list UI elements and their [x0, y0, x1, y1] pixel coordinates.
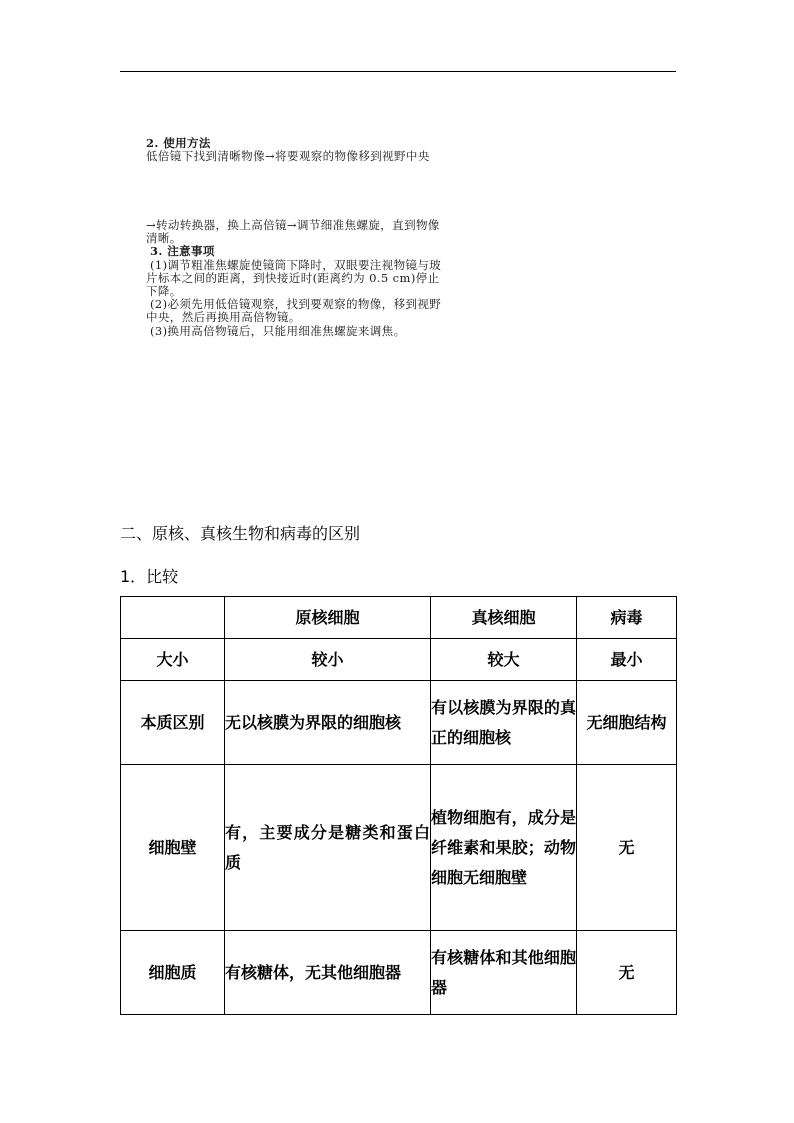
row-label-cell: 大小: [121, 639, 225, 681]
note-line: (1)调节粗准焦螺旋使镜筒下降时，双眼要注视物镜与玻: [150, 257, 442, 272]
note-line: 下降。: [146, 284, 182, 299]
table-cell: 植物细胞有，成分是纤维素和果胶；动物细胞无细胞壁: [431, 765, 577, 931]
row-label-cell: 细胞壁: [121, 765, 225, 931]
table-cell: 无: [577, 931, 677, 1015]
table-row: [121, 765, 677, 931]
table-cell: 有核糖体和其他细胞器: [431, 931, 577, 1015]
table-cell: 最小: [577, 639, 677, 681]
usage-title: 2. 使用方法: [146, 136, 211, 150]
comparison-table: [120, 596, 677, 1015]
table-cell: 较小: [225, 639, 431, 681]
notes-title: 3. 注意事项: [150, 244, 215, 259]
sub-title: 1．比较: [120, 567, 179, 586]
usage-line: 清晰。: [146, 231, 182, 246]
table-cell: 有核糖体，无其他细胞器: [225, 931, 431, 1015]
row-label-cell: 本质区别: [121, 681, 225, 765]
table-row: [121, 639, 677, 681]
header-rule: [120, 71, 676, 72]
note-line: (2)必须先用低倍镜观察，找到要观察的物像，移到视野: [150, 297, 442, 312]
note-line: 片标本之间的距离，到快接近时(距离约为 0.5 cm)停止: [146, 270, 440, 285]
scanned-textbook-excerpt-notes: [146, 219, 516, 338]
table-header-cell: 原核细胞: [225, 597, 431, 639]
table-header-cell: 真核细胞: [431, 597, 577, 639]
table-header-cell: [121, 597, 225, 639]
table-header-row: [121, 597, 677, 639]
row-label-cell: 细胞质: [121, 931, 225, 1015]
table-cell: 无: [577, 765, 677, 931]
table-cell: 无细胞结构: [577, 681, 677, 765]
table-cell: 有，主要成分是糖类和蛋白质: [225, 765, 431, 931]
table-header-cell: 病毒: [577, 597, 677, 639]
section-title: 二、原核、真核生物和病毒的区别: [120, 524, 361, 543]
table-cell: 较大: [431, 639, 577, 681]
table-row: [121, 681, 677, 765]
table-cell: 无以核膜为界限的细胞核: [225, 681, 431, 765]
scanned-textbook-excerpt-usage: [146, 137, 516, 163]
usage-line: 低倍镜下找到清晰物像→将要观察的物像移到视野中央: [146, 149, 430, 164]
table-cell: 有以核膜为界限的真正的细胞核: [431, 681, 577, 765]
note-line: 中央，然后再换用高倍物镜。: [146, 310, 301, 325]
note-line: (3)换用高倍物镜后，只能用细准焦螺旋来调焦。: [150, 323, 406, 338]
table-row: [121, 931, 677, 1015]
usage-line: →转动转换器，换上高倍镜→调节细准焦螺旋，直到物像: [146, 218, 440, 232]
